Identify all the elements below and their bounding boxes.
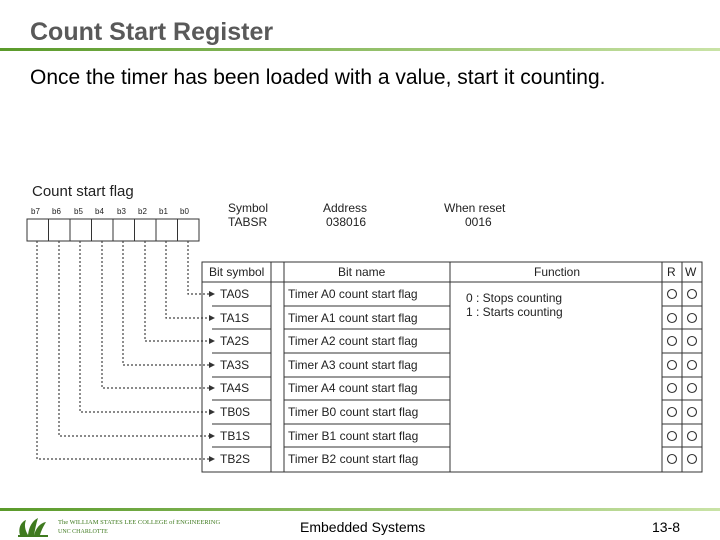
bit-label: b7 [31, 207, 40, 216]
logo-subtext: UNC CHARLOTTE [58, 529, 108, 535]
bit-label: b3 [117, 207, 126, 216]
row-symbol: TA0S [220, 287, 250, 301]
slide-title: Count Start Register [30, 18, 274, 46]
crown-icon [18, 518, 48, 537]
address-value: 038016 [326, 215, 367, 229]
header-bit-symbol: Bit symbol [209, 265, 265, 279]
header-function: Function [534, 265, 581, 279]
symbol-header: Symbol [228, 201, 269, 215]
row-symbol: TA1S [220, 311, 250, 325]
bit-label: b2 [138, 207, 147, 216]
row-symbol: TB1S [220, 429, 251, 443]
row-symbol: TB0S [220, 405, 251, 419]
logo-text: The WILLIAM STATES LEE COLLEGE of ENGINEERING [58, 519, 221, 526]
row-name: Timer A1 count start flag [288, 311, 418, 325]
header-bit-name: Bit name [338, 265, 386, 279]
slide-subtitle: Once the timer has been loaded with a value, start it counting. [30, 66, 606, 89]
bit-leader-lines [37, 241, 209, 459]
register-caption: Count start flag [32, 183, 134, 200]
footer-page-number: 13-8 [652, 519, 681, 535]
row-name: Timer B1 count start flag [288, 429, 419, 443]
footer-rule [0, 508, 720, 511]
row-name: Timer A3 count start flag [288, 358, 418, 372]
bit-label: b1 [159, 207, 168, 216]
bit-label: b4 [95, 207, 104, 216]
bit-labels [31, 207, 189, 216]
row-name: Timer A0 count start flag [288, 287, 418, 301]
row-name: Timer A2 count start flag [288, 334, 418, 348]
bit-label: b5 [74, 207, 83, 216]
row-name: Timer B0 count start flag [288, 405, 419, 419]
symbol-value: TABSR [228, 215, 268, 229]
row-symbol: TA2S [220, 334, 250, 348]
function-line: 1 : Starts counting [466, 305, 563, 319]
college-logo [12, 512, 262, 538]
address-header: Address [323, 201, 368, 215]
reset-value: 0016 [465, 215, 492, 229]
header-write: W [685, 265, 697, 279]
row-symbol: TA4S [220, 381, 250, 395]
function-line: 0 : Stops counting [466, 291, 563, 305]
bit-label: b0 [180, 207, 189, 216]
row-name: Timer A4 count start flag [288, 381, 418, 395]
row-symbol: TA3S [220, 358, 250, 372]
bit-cells [27, 219, 199, 241]
row-symbol: TB2S [220, 452, 251, 466]
reset-header: When reset [444, 201, 506, 215]
bit-label: b6 [52, 207, 61, 216]
footer-course: Embedded Systems [300, 519, 426, 535]
register-table-grid [202, 262, 702, 472]
header-read: R [667, 265, 676, 279]
row-name: Timer B2 count start flag [288, 452, 419, 466]
